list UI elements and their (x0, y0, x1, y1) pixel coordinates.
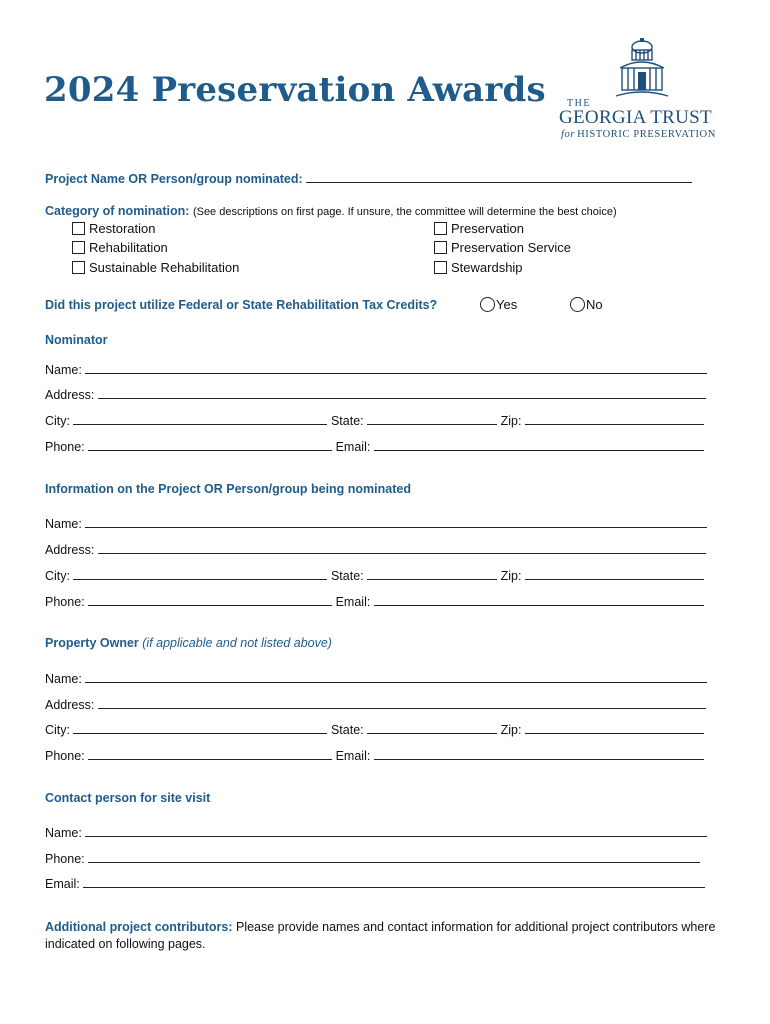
radio-icon (570, 297, 585, 312)
project-name-label: Project Name OR Person/group nominated: (45, 172, 303, 186)
nominee-city-row: City: State: Zip: (45, 568, 704, 583)
nominator-state-field[interactable] (367, 413, 497, 425)
owner-city-row: City: State: Zip: (45, 722, 704, 737)
checkbox-stewardship[interactable]: Stewardship (434, 260, 523, 275)
owner-phone-field[interactable] (88, 748, 332, 760)
nominator-address-field[interactable] (98, 387, 706, 399)
owner-zip-field[interactable] (525, 722, 704, 734)
contact-name-field[interactable] (85, 825, 707, 837)
checkbox-icon (72, 261, 85, 274)
nominator-name-row: Name: (45, 362, 707, 377)
owner-heading: Property Owner (45, 636, 139, 650)
checkbox-icon (434, 241, 447, 254)
tax-credits-question: Did this project utilize Federal or State Rehabilitation Tax Credits? (45, 298, 438, 312)
owner-address-field[interactable] (98, 697, 706, 709)
owner-email-field[interactable] (374, 748, 704, 760)
contact-name-row: Name: (45, 825, 707, 840)
nominee-heading: Information on the Project OR Person/group being nominated (45, 482, 411, 496)
checkbox-rehabilitation[interactable]: Rehabilitation (72, 240, 168, 255)
checkbox-icon (72, 222, 85, 235)
checkbox-preservation[interactable]: Preservation (434, 221, 524, 236)
category-row (45, 204, 617, 218)
project-name-field[interactable] (306, 171, 692, 183)
owner-note: (if applicable and not listed above) (142, 636, 332, 650)
additional-text: Please provide names and contact information for additional project contributors where indicated on following pages. (45, 920, 716, 951)
nominee-email-field[interactable] (374, 594, 704, 606)
radio-no[interactable]: No (570, 297, 603, 312)
nominator-name-field[interactable] (85, 362, 707, 374)
contact-phone-row: Phone: (45, 851, 700, 866)
category-label: Category of nomination: (45, 204, 190, 218)
nominee-address-field[interactable] (98, 542, 706, 554)
nominee-phone-field[interactable] (88, 594, 332, 606)
checkbox-sustainable-rehabilitation[interactable]: Sustainable Rehabilitation (72, 260, 239, 275)
nominator-phone-row: Phone: Email: (45, 439, 704, 454)
checkbox-preservation-service[interactable]: Preservation Service (434, 240, 571, 255)
nominator-city-field[interactable] (73, 413, 327, 425)
owner-address-row: Address: (45, 697, 706, 712)
owner-state-field[interactable] (367, 722, 497, 734)
nominee-city-field[interactable] (73, 568, 327, 580)
owner-name-field[interactable] (85, 671, 707, 683)
additional-label: Additional project contributors: (45, 920, 233, 934)
owner-name-row: Name: (45, 671, 707, 686)
nominee-name-row: Name: (45, 516, 707, 531)
contact-email-field[interactable] (83, 876, 705, 888)
radio-yes[interactable]: Yes (480, 297, 517, 312)
contact-email-row: Email: (45, 876, 705, 891)
additional-contributors (45, 919, 725, 953)
georgia-trust-logo (556, 38, 728, 146)
logo-georgia-trust: GEORGIA TRUST (559, 107, 712, 128)
category-note: (See descriptions on first page. If unsure, the committee will determine the best choice) (192, 206, 617, 218)
nominee-address-row: Address: (45, 542, 706, 557)
checkbox-restoration[interactable]: Restoration (72, 221, 155, 236)
capitol-dome-icon (614, 38, 670, 100)
logo-historic-preservation: for HISTORIC PRESERVATION (561, 129, 716, 140)
owner-heading-row (45, 636, 332, 650)
owner-phone-row: Phone: Email: (45, 748, 704, 763)
checkbox-icon (434, 261, 447, 274)
nominator-address-row: Address: (45, 387, 706, 402)
nominator-heading: Nominator (45, 333, 108, 347)
nominee-zip-field[interactable] (525, 568, 704, 580)
contact-phone-field[interactable] (88, 851, 700, 863)
page-title: 2024 Preservation Awards (44, 70, 546, 110)
project-name-row (45, 171, 692, 186)
nominator-zip-field[interactable] (525, 413, 704, 425)
radio-icon (480, 297, 495, 312)
nominator-email-field[interactable] (374, 439, 704, 451)
contact-heading: Contact person for site visit (45, 791, 211, 805)
nominee-state-field[interactable] (367, 568, 497, 580)
nominator-city-row: City: State: Zip: (45, 413, 704, 428)
nominee-phone-row: Phone: Email: (45, 594, 704, 609)
nominee-name-field[interactable] (85, 516, 707, 528)
nominator-phone-field[interactable] (88, 439, 332, 451)
checkbox-icon (434, 222, 447, 235)
logo-the: THE (567, 98, 591, 109)
checkbox-icon (72, 241, 85, 254)
owner-city-field[interactable] (73, 722, 327, 734)
